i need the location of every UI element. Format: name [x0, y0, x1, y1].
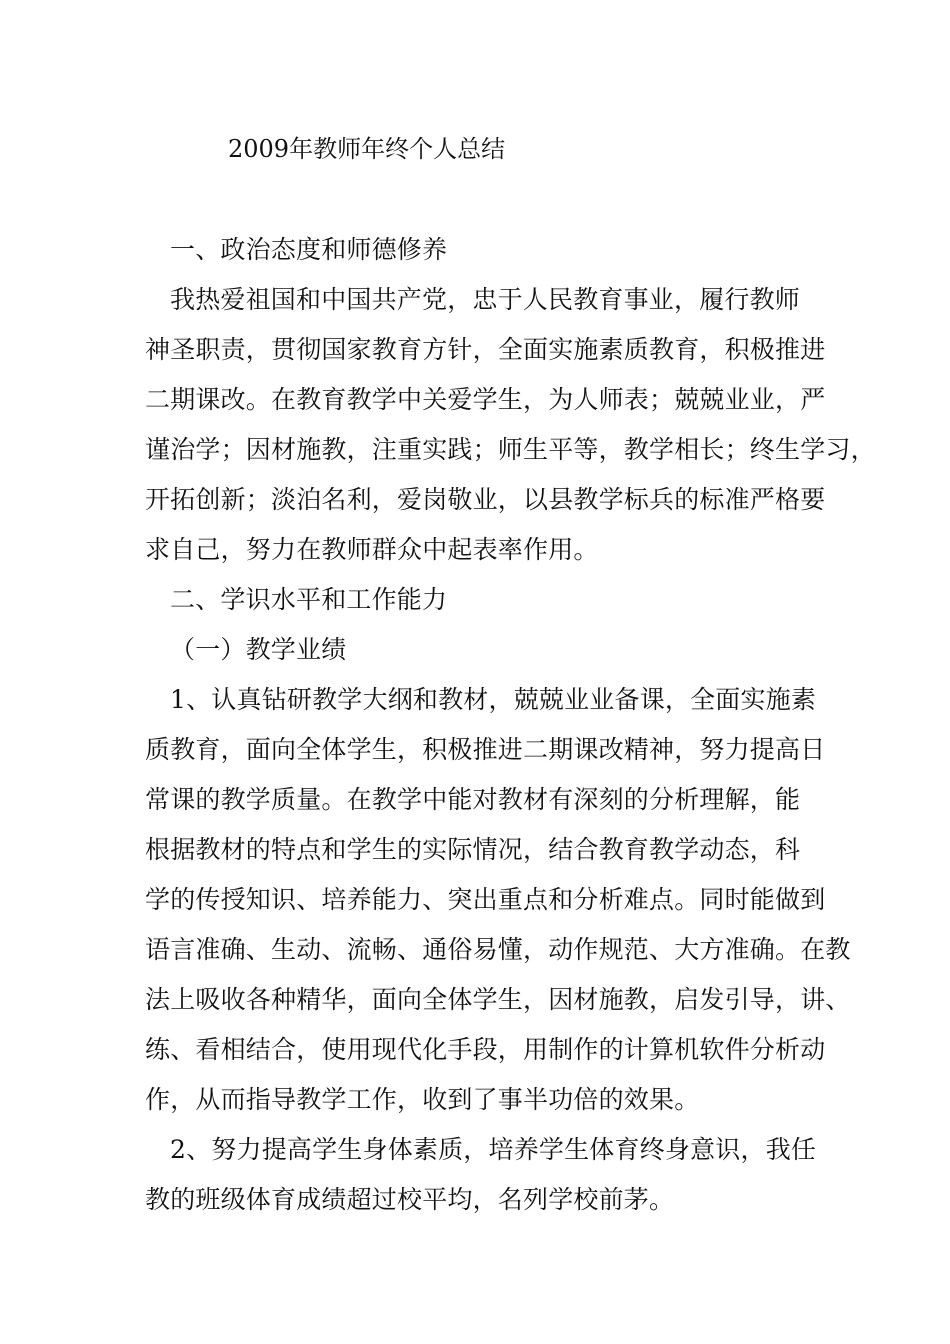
paragraph-line: 常课的教学质量。在教学中能对教材有深刻的分析理解，能	[145, 785, 801, 814]
paragraph-line: 开拓创新；淡泊名利，爱岗敬业，以县教学标兵的标准严格要	[145, 485, 826, 514]
paragraph-line: 作，从而指导教学工作，收到了事半功倍的效果。	[145, 1085, 700, 1114]
paragraph-line: 二期课改。在教育教学中关爱学生，为人师表；兢兢业业，严	[145, 385, 826, 414]
section-heading-2: 二、学识水平和工作能力	[170, 585, 448, 614]
section-heading-1: 一、政治态度和师德修养	[170, 235, 448, 264]
paragraph-line: 求自己，努力在教师群众中起表率作用。	[145, 535, 599, 564]
paragraph-line: 2、努力提高学生身体素质，培养学生体育终身意识，我任	[170, 1135, 817, 1164]
paragraph-line: 教的班级体育成绩超过校平均，名列学校前茅。	[145, 1185, 675, 1214]
paragraph-line: 练、看相结合，使用现代化手段，用制作的计算机软件分析动	[145, 1035, 826, 1064]
paragraph-line: 神圣职责，贯彻国家教育方针，全面实施素质教育，积极推进	[145, 335, 826, 364]
paragraph-line: 根据教材的特点和学生的实际情况，结合教育教学动态，科	[145, 835, 801, 864]
paragraph-line: 学的传授知识、培养能力、突出重点和分析难点。同时能做到	[145, 885, 826, 914]
paragraph-line: 语言准确、生动、流畅、通俗易懂，动作规范、大方准确。在教	[145, 935, 851, 964]
paragraph-line: 谨治学；因材施教，注重实践；师生平等，教学相长；终生学习，	[145, 435, 876, 464]
subsection-heading: （一）教学业绩	[170, 635, 347, 664]
paragraph-line: 质教育，面向全体学生，积极推进二期课改精神，努力提高日	[145, 735, 826, 764]
paragraph-line: 法上吸收各种精华，面向全体学生，因材施教，启发引导，讲、	[145, 985, 851, 1014]
paragraph-line: 1、认真钻研教学大纲和教材，兢兢业业备课，全面实施素	[170, 685, 817, 714]
paragraph-line: 我热爱祖国和中国共产党，忠于人民教育事业，履行教师	[170, 285, 801, 314]
document-title: 2009年教师年终个人总结	[228, 135, 506, 163]
